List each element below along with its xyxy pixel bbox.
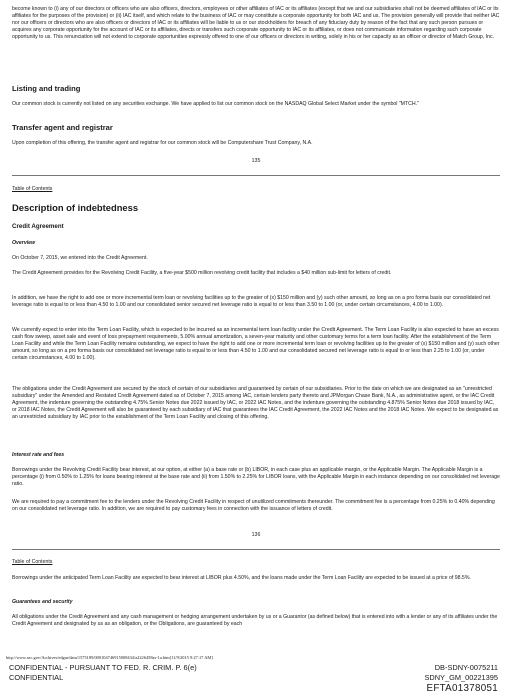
top-paragraph-block — [12, 6, 500, 41]
interest-p6-block — [12, 467, 500, 488]
interest-paragraph: Borrowings under the Revolving Credit Facility bear interest, at our option, at either (a) a base rate or (b) LIBOR, in each case plus an applicable margin, or the Applicable Margin. The Applicable Margin is a percentage (i) from 0.50% to 1.25% for loans bearing interest at the base rate and (ii) from 1.50% to 2.25% for LIBOR loans, with the Applicable Margin in each instance depending on our consolidated net leverage ratio. — [12, 467, 500, 487]
overview-heading: Overview — [12, 240, 36, 246]
overview-paragraph: The Credit Agreement provides for the Revolving Credit Facility, a five-year $500 million revolving credit facility that includes a $40 million sub-limit for letters of credit. — [12, 270, 392, 276]
interest-paragraph: We are required to pay a commitment fee to the lenders under the Revolving Credit Facility in respect of unutilized commitments thereunder. The commitment fee is a percentage from 0.25% to 0.40% depending on our consolidated net leverage ratio. In addition, we are required to pay customary fees in connection with the issuance of letters of credit. — [12, 499, 495, 512]
guarantees-heading: Guarantees and security — [12, 599, 73, 605]
transfer-heading: Transfer agent and registrar — [12, 123, 113, 132]
transfer-block — [12, 140, 500, 147]
overview-p2-block — [12, 270, 500, 277]
source-url: http://www.sec.gov/Archives/edgar/data/1575189/000104746915008434/a2226458zs-1a.htm[11/9/2015 9:27:17 AM] — [6, 655, 213, 660]
transfer-paragraph: Upon completion of this offering, the transfer agent and registrar for our common stock will be Computershare Trust Company, N.A. — [12, 140, 313, 146]
top-paragraph: become known to (i) any of our directors or officers who are also officers, directors, employees or other affiliates of IAC or its affiliates (except that we and our subsidiaries shall not be deemed affiliates of IAC or its affiliates for the purposes of the provision) or (ii) IAC itself, and which relate to the business of IAC or may constitute a corporate opportunity for both IAC and us. The provision generally will provide that neither IAC nor our officers or directors who are also officers or directors of IAC or its affiliates will be liable to us or our stockholders for breach of any fiduciary duty by reason of the fact that any such person pursues or acquires any corporate opportunity for the account of IAC or its affiliates, directs or transfers such corporate opportunity to IAC or its affiliates, or does not communicate information regarding such corporate opportunity to us. This renunciation will not extend to corporate opportunities expressly offered to one of our officers or directors in writing, solely in his or her capacity as an officer or director of Match Group, Inc. — [12, 6, 500, 40]
page-divider — [12, 549, 500, 550]
term-loan-block — [12, 575, 500, 582]
overview-p5-block — [12, 386, 500, 421]
guarantees-paragraph: All obligations under the Credit Agreement and any cash management or hedging arrangement undertaken by us or a Guarantor (as defined below) that is entered into with a lender or any of its affiliates under the Credit Agreement and designated by us as an obligation, or the Obligations, are guaranteed by each — [12, 614, 498, 627]
guarantees-block — [12, 614, 500, 628]
confidential-label: CONFIDENTIAL — [9, 673, 64, 682]
credit-agreement-heading: Credit Agreement — [12, 223, 64, 230]
page-number: 136 — [251, 532, 261, 538]
bates-number: SDNY_GM_00221395 — [424, 673, 498, 682]
term-loan-paragraph: Borrowings under the anticipated Term Loan Facility are expected to bear interest at LIBOR plus 4.50%, and the loans made under the Term Loan Facility are expected to be issued at a price of 98.5%. — [12, 575, 471, 581]
table-of-contents-link[interactable]: Table of Contents — [12, 559, 53, 565]
interest-heading: Interest rate and fees — [12, 452, 65, 458]
listing-heading: Listing and trading — [12, 84, 81, 93]
overview-paragraph: The obligations under the Credit Agreement are secured by the stock of certain of our subsidiaries and guaranteed by certain of our subsidiaries. Prior to the date on which we are designated as an "unrestricted subsidiary" under the Amended and Restated Credit Agreement dated as of October 7, 2015 among IAC, certain lenders party thereto and JPMorgan Chase Bank, N.A., as administrative agent, or the IAC Credit Agreement, the indenture governing the outstanding 4.75% Senior Notes due 2022 issued by IAC, or 2022 IAC Notes, and the indenture governing the outstanding 4.875% Senior Notes due 2018 issued by IAC, or 2018 IAC Notes, the Credit Agreement will also be guaranteed by each subsidiary of IAC that guarantees the IAC Credit Agreement, the 2022 IAC Notes and the 2018 IAC Notes. We expect to be designated as an unrestricted subsidiary by IAC prior to the establishment of the Term Loan Facility and closing of this offering. — [12, 386, 499, 420]
table-of-contents-link[interactable]: Table of Contents — [12, 186, 53, 192]
bates-number: DB-SDNY-0075211 — [434, 663, 498, 672]
page-number: 135 — [251, 158, 261, 164]
overview-p4-block — [12, 327, 500, 362]
overview-p1-block — [12, 255, 500, 262]
overview-paragraph: In addition, we have the right to add one or more incremental term loan or revolving facilities up to the greater of (x) $150 million and (y) such other amount, so long as on a pro forma basis our consolidated net leverage ratio is equal to or less than 4.50 to 1.00 and our consolidated senior secured net leverage ratio is equal to or less than 3.50 to 1.00 (or, under certain circumstances, 4.00 to 1.00). — [12, 295, 491, 308]
listing-block — [12, 101, 500, 108]
listing-paragraph: Our common stock is currently not listed on any securities exchange. We have applied to list our common stock on the NASDAQ Global Select Market under the symbol "MTCH." — [12, 101, 419, 107]
confidential-notice: CONFIDENTIAL - PURSUANT TO FED. R. CRIM. P. 6(e) — [9, 663, 197, 672]
overview-paragraph: We currently expect to enter into the Term Loan Facility, which is expected to be incurred as an incremental term loan facility under the Credit Agreement. The Term Loan Facility is also expected to have an excess cash flow sweep, asset sale and event of loss prepayment requirements, 5.00% annual amortization, a seven-year maturity and other customary terms for a term loan facility. After the establishment of the Term Loan Facility and while the Term Loan Facility remains outstanding, we expect to have the right to add one or more incremental term loan or revolving facilities up to the greater of (x) $150 million and (y) such other amount, so long as on a pro forma basis our consolidated net leverage ratio is equal to or less than 4.50 to 1.00 and our consolidated secured net leverage ratio is equal to or less than 2.25 to 1.00 (or, under certain circumstances, 4.00 to 1.00). — [12, 327, 500, 361]
page-divider — [12, 175, 500, 176]
overview-paragraph: On October 7, 2015, we entered into the Credit Agreement. — [12, 255, 148, 261]
section-title: Description of indebtedness — [12, 202, 139, 213]
overview-p3-block — [12, 295, 500, 309]
interest-p7-block — [12, 499, 500, 513]
efta-id: EFTA01378051 — [426, 683, 498, 694]
